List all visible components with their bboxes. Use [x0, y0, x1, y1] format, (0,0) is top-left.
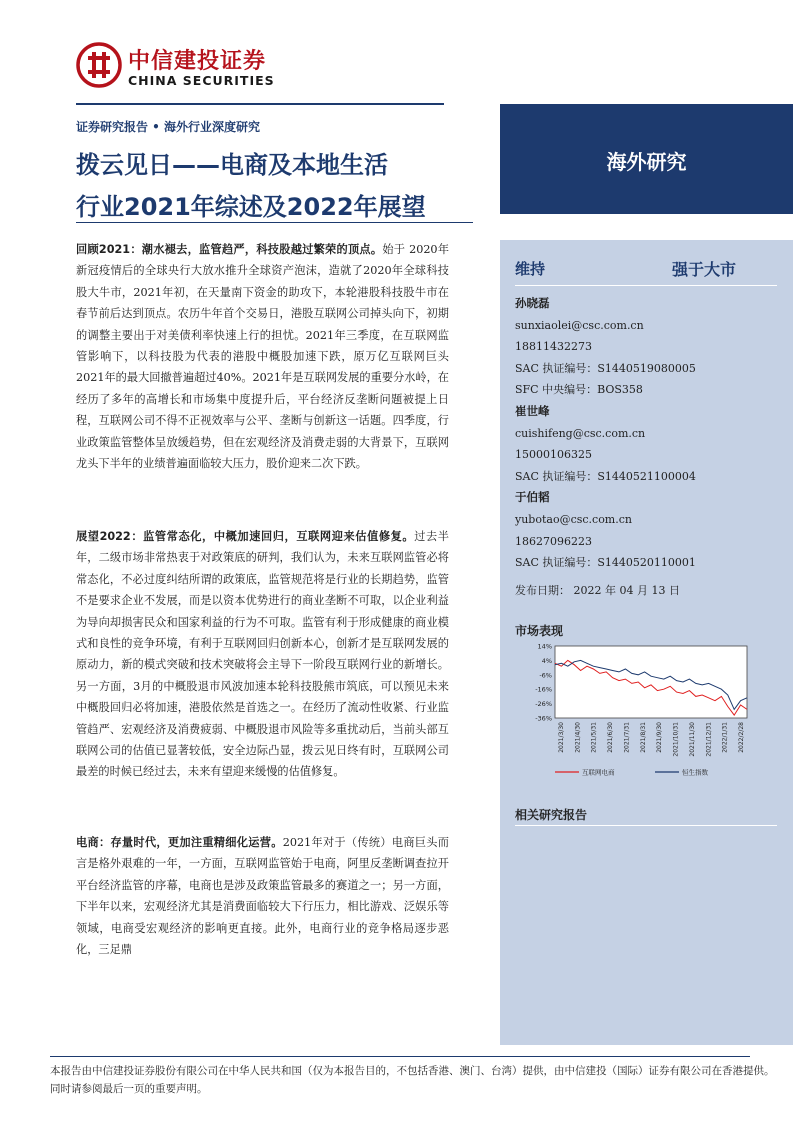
- title-underline: [76, 222, 473, 223]
- analyst-phone: 15000106325: [515, 448, 592, 462]
- x-tick-label: 2021/6/30: [607, 722, 615, 753]
- analyst-license: SAC 执证编号：S1440521100004: [515, 469, 696, 483]
- analyst-name: 于伯韬: [515, 490, 550, 505]
- header-divider: [76, 103, 444, 105]
- rating-value: 强于大市: [672, 260, 737, 279]
- x-tick-label: 2021/12/31: [705, 722, 713, 757]
- company-logo-icon: [76, 42, 122, 88]
- section-text: 2021年对于（传统）电商巨头而言是格外艰难的一年，一方面，互联网监管始于电商，阿里反垄断调查拉开平台经济监管的序幕，电商也是涉及政策监管最多的赛道之一；另一方面，下半年以来，宏观经济尤其是消费面临较大下行压力，相比游戏、泛娱乐等领域，电商受宏观经济的影响更直接。此外，电商行业的竞争格局逐步恶化，三足鼎: [76, 836, 449, 957]
- market-performance-title: 市场表现: [515, 624, 564, 638]
- section-heading: 展望2022：监管常态化，中概加速回归，互联网迎来估值修复。: [76, 530, 415, 543]
- x-tick-label: 2021/4/30: [574, 722, 582, 753]
- report-title-line-2: 行业2021年综述及2022年展望: [76, 193, 426, 221]
- section-badge: 海外研究: [606, 150, 687, 174]
- x-tick-label: 2022/2/28: [738, 722, 745, 753]
- analyst-block: [515, 401, 696, 487]
- x-tick-label: 2022/1/31: [721, 722, 729, 753]
- footer-disclaimer: 本报告由中信建投证券股份有限公司在中华人民共和国（仅为本报告目的，不包括香港、澳门、台湾）提供，由中信建投（国际）证券有限公司在香港提供。同时请参阅最后一页的重要声明。: [50, 1065, 775, 1095]
- x-tick-label: 2021/5/31: [590, 722, 598, 753]
- market-performance-chart: [515, 642, 755, 782]
- section-heading: 回顾2021：潮水褪去，监管趋严，科技股越过繁荣的顶点。: [76, 243, 383, 256]
- plot-area: [555, 646, 747, 718]
- section-text: 过去半年，二级市场非常热衷于对政策底的研判，我们认为，未来互联网监管必将常态化，不必过度纠结所谓的政策底，监管规范将是行业的长期趋势，监管不是要求企业不发展，而是以资本优势进行的商业垄断不可取，以企业利益为导向却损害民众和国家利益的行为不可取。监管有利于形成健康的商业模式和良性的竞争环境，有利于互联网回归创新本心，创新才是互联网发展的原动力，新的模式突破和技术突破将会主导下一阶段互联网行业的新增长。另一方面，3月的中概股退市风波加速本轮科技股熊市筑底，可以预见未来中概股回归必将加速，港股依然是首选之一。在经历了流动性收紧、行业监管趋严、宏观经济及消费疲弱、中概股退市风险等多重扰动后，当前头部互联网公司的估值已显著较低，安全边际凸显，拨云见日终有时，互联网公司最差的时候已经过去，未来有望迎来缓慢的估值修复。: [76, 530, 449, 779]
- y-tick-label: -26%: [535, 700, 552, 709]
- footer-divider: [50, 1056, 750, 1057]
- x-tick-label: 2021/11/30: [688, 722, 696, 757]
- publish-date: 发布日期： 2022 年 04 月 13 日: [515, 584, 680, 597]
- related-reports-title: 相关研究报告: [515, 808, 588, 822]
- logo-chinese-name: 中信建投证券: [128, 49, 267, 74]
- analyst-email[interactable]: yubotao@csc.com.cn: [515, 512, 632, 526]
- x-tick-label: 2021/3/30: [558, 722, 565, 753]
- analyst-license: SFC 中央编号：BOS358: [515, 383, 643, 397]
- analyst-email[interactable]: sunxiaolei@csc.com.cn: [515, 318, 644, 332]
- x-tick-label: 2021/10/31: [672, 722, 680, 757]
- report-type: 证券研究报告 • 海外行业深度研究: [76, 120, 261, 134]
- rating-label: 维持: [515, 260, 546, 278]
- chart-canvas: [515, 642, 755, 782]
- analyst-email[interactable]: cuishifeng@csc.com.cn: [515, 426, 646, 440]
- section-ecommerce: [76, 832, 449, 960]
- analyst-phone: 18811432273: [515, 340, 592, 354]
- x-tick-label: 2021/7/31: [623, 722, 631, 753]
- y-tick-label: -6%: [539, 671, 552, 680]
- related-divider: [515, 825, 777, 826]
- legend-label: 恒生指数: [682, 768, 708, 777]
- y-tick-label: 4%: [541, 656, 552, 665]
- y-tick-label: -16%: [535, 685, 552, 694]
- x-tick-label: 2021/8/31: [639, 722, 647, 753]
- analyst-phone: 18627096223: [515, 534, 592, 548]
- report-title-line-1: 拨云见日——电商及本地生活: [76, 151, 388, 179]
- analyst-license: SAC 执证编号：S1440519080005: [515, 361, 696, 375]
- legend-label: 互联网电商: [582, 768, 615, 777]
- analyst-block: [515, 293, 696, 401]
- rating-divider: [515, 285, 777, 286]
- y-tick-label: -36%: [535, 714, 552, 723]
- section-heading: 电商：存量时代，更加注重精细化运营。: [76, 836, 283, 849]
- section-text: 始于 2020年新冠疫情后的全球央行大放水推升全球资产泡沫，造就了2020年全球科技股大牛市，2021年初，在天量南下资金的助攻下，本轮港股科技股牛市在春节前后达到顶点。农历牛年首个交易日，港股互联网公司掉头向下，初期的调整主要出于对美债利率快速上行的担忧。2021年三季度，在互联网监管影响下，以科技股为代表的港股中概股加速下跌，原万亿互联网巨头2021年的最大回撤普遍超过40%。2021年是互联网发展的重要分水岭，在经历了多年的高增长和市场集中度提升后，平台经济反垄断问题被提上日程，互联网公司不得不正视效率与公平、垄断与创新这一话题。四季度，行业政策监管整体呈放缓趋势，但在宏观经济及消费走弱的大背景下，互联网龙头下半年的业绩普遍面临较大压力，股价迎来二次下跌。: [76, 243, 450, 471]
- x-tick-label: 2021/9/30: [656, 722, 664, 753]
- analyst-name: 崔世峰: [515, 403, 550, 418]
- logo-english-name: CHINA SECURITIES: [128, 73, 275, 88]
- section-outlook-2022: [76, 526, 449, 783]
- analyst-name: 孙晓磊: [515, 296, 550, 310]
- section-review-2021: [76, 239, 449, 474]
- analyst-block: [515, 487, 696, 573]
- y-tick-label: 14%: [537, 642, 552, 651]
- analyst-license: SAC 执证编号：S1440520110001: [515, 556, 696, 570]
- analyst-list: [515, 293, 696, 574]
